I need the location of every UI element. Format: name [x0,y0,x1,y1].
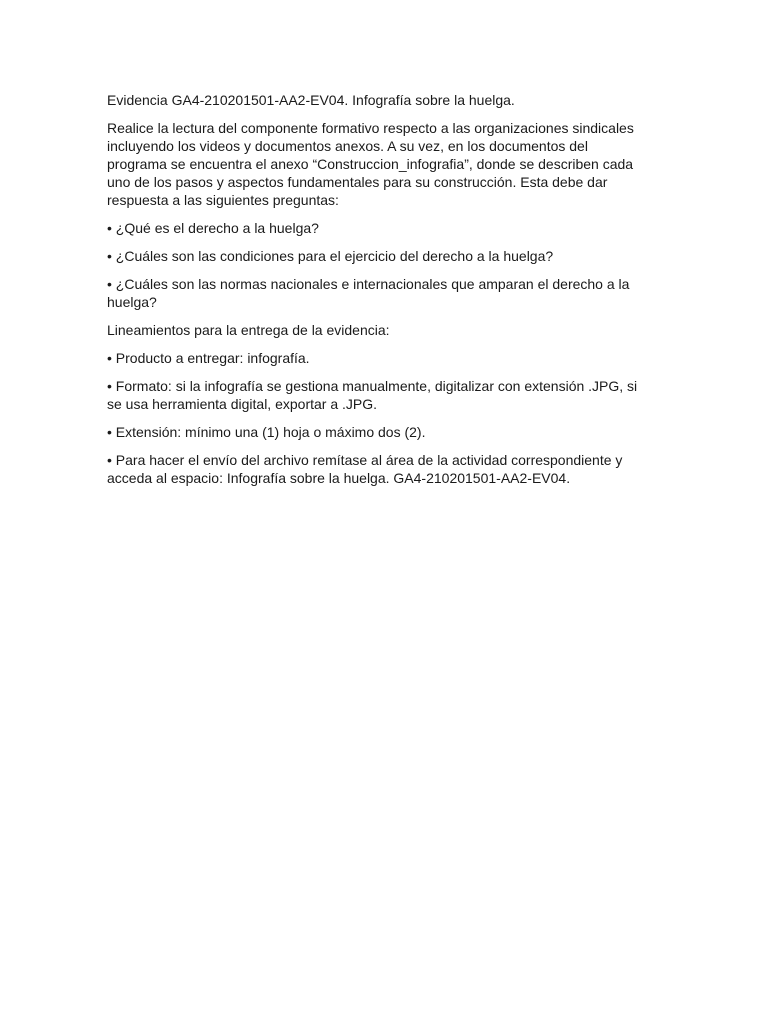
document-title: Evidencia GA4-210201501-AA2-EV04. Infografía sobre la huelga. [107,92,515,108]
guideline-item-extension: • Extensión: mínimo una (1) hoja o máximo dos (2). [107,424,426,440]
document-body [107,91,647,497]
question-item-3: • ¿Cuáles son las normas nacionales e internacionales que amparan el derecho a la huelga? [107,276,630,310]
guideline-item-format: • Formato: si la infografía se gestiona manualmente, digitalizar con extensión .JPG, si se usa herramienta digital, exportar a .JPG. [107,378,638,412]
guideline-item-product: • Producto a entregar: infografía. [107,350,310,366]
question-item-1: • ¿Qué es el derecho a la huelga? [107,220,319,236]
guidelines-heading: Lineamientos para la entrega de la evidencia: [107,322,390,338]
intro-paragraph: Realice la lectura del componente formativo respecto a las organizaciones sindicales incluyendo los videos y documentos anexos. A su vez, en los documentos del programa se encuentra el anexo “Construccion_infografia”, donde se describen cada uno de los pasos y aspectos fundamentales para su construcción. Esta debe dar respuesta a las siguientes preguntas: [107,120,634,208]
question-item-2: • ¿Cuáles son las condiciones para el ejercicio del derecho a la huelga? [107,248,554,264]
guideline-item-submission: • Para hacer el envío del archivo remítase al área de la actividad correspondiente y acceda al espacio: Infografía sobre la huelga. GA4-210201501-AA2-EV04. [107,452,623,486]
